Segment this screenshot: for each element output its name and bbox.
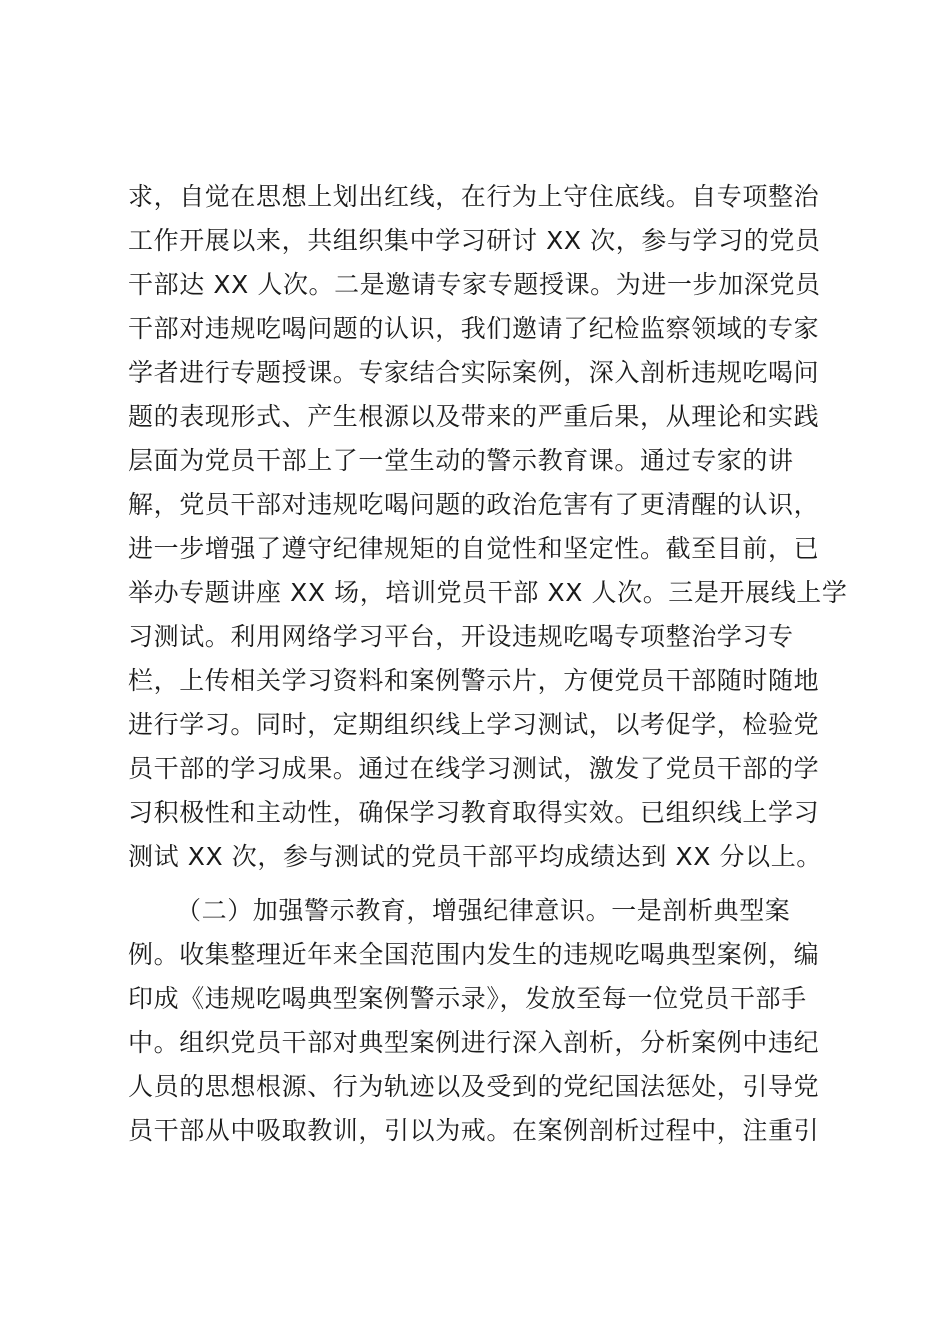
text-line: 学者进行专题授课。专家结合实际案例，深入剖析违规吃喝问 [128,358,820,387]
text-line: 中。组织党员干部对典型案例进行深入剖析，分析案例中违纪 [128,1028,820,1057]
text-line: 例。收集整理近年来全国范围内发生的违规吃喝典型案例，编 [128,940,820,969]
text-line: 习测试。利用网络学习平台，开设违规吃喝专项整治学习专 [128,622,794,651]
text-line: 员干部的学习成果。通过在线学习测试，激发了党员干部的学 [128,754,820,783]
text-line: 解，党员干部对违规吃喝问题的政治危害有了更清醒的认识， [128,490,820,519]
text-line: 层面为党员干部上了一堂生动的警示教育课。通过专家的讲 [128,446,794,475]
section-heading-line: （二）加强警示教育，增强纪律意识。一是剖析典型案 [176,896,791,925]
text-line: 工作开展以来，共组织集中学习研讨 XX 次，参与学习的党员 [128,226,821,255]
text-line: 举办专题讲座 XX 场，培训党员干部 XX 人次。三是开展线上学 [128,578,848,607]
text-line: 干部达 XX 人次。二是邀请专家专题授课。为进一步加深党员 [128,270,821,299]
text-line: 求，自觉在思想上划出红线，在行为上守住底线。自专项整治 [128,182,820,211]
text-line: 干部对违规吃喝问题的认识，我们邀请了纪检监察领域的专家 [128,314,820,343]
text-line: 栏，上传相关学习资料和案例警示片，方便党员干部随时随地 [128,666,820,695]
text-line: 题的表现形式、产生根源以及带来的严重后果，从理论和实践 [128,402,820,431]
text-line: 进行学习。同时，定期组织线上学习测试，以考促学，检验党 [128,710,820,739]
text-line: 人员的思想根源、行为轨迹以及受到的党纪国法惩处，引导党 [128,1072,820,1101]
text-line: 进一步增强了遵守纪律规矩的自觉性和坚定性。截至目前，已 [128,534,820,563]
text-line: 习积极性和主动性，确保学习教育取得实效。已组织线上学习 [128,798,820,827]
text-line: 印成《违规吃喝典型案例警示录》，发放至每一位党员干部手 [128,984,807,1013]
text-line: 员干部从中吸取教训，引以为戒。在案例剖析过程中，注重引 [128,1116,820,1145]
text-line: 测试 XX 次，参与测试的党员干部平均成绩达到 XX 分以上。 [128,842,822,871]
